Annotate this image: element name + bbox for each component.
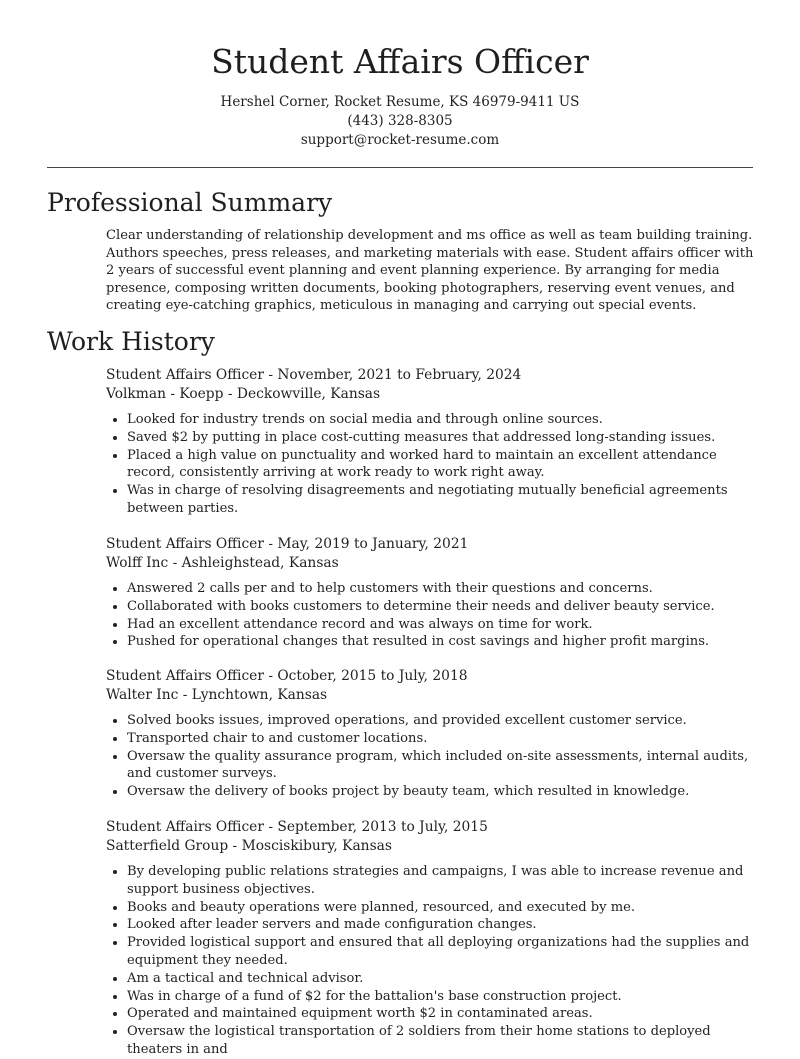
contact-address: Hershel Corner, Rocket Resume, KS 46979-9411 US	[220, 94, 580, 110]
job-entry	[106, 535, 756, 651]
job-bullet: • Am a tactical and technical advisor.	[127, 970, 756, 988]
contact-phone: (443) 328-8305	[347, 113, 453, 129]
job-entry	[106, 667, 756, 801]
job-bullet: • Looked after leader servers and made configuration changes.	[127, 916, 756, 934]
job-bullets	[106, 712, 756, 801]
job-company: Wolff Inc - Ashleighstead, Kansas	[106, 555, 339, 571]
job-company: Walter Inc - Lynchtown, Kansas	[106, 687, 328, 703]
job-bullet: • Had an excellent attendance record and was always on time for work.	[127, 616, 756, 634]
work-history-heading: Work History	[47, 327, 215, 356]
job-bullet: • Looked for industry trends on social media and through online sources.	[127, 411, 756, 429]
resume-header	[0, 0, 800, 150]
candidate-name: Student Affairs Officer	[211, 42, 589, 81]
contact-email: support@rocket-resume.com	[300, 132, 500, 148]
job-bullets	[106, 411, 756, 518]
job-bullet: • Collaborated with books customers to determine their needs and deliver beauty service.	[127, 598, 756, 616]
job-title: Student Affairs Officer - September, 2013 to July, 2015	[106, 819, 488, 835]
contact-block	[0, 93, 800, 150]
job-bullets	[106, 863, 756, 1059]
job-bullet: • Provided logistical support and ensured that all deploying organizations had the supplies and equipment they needed.	[127, 934, 756, 970]
job-bullets	[106, 580, 756, 651]
job-bullet: • By developing public relations strategies and campaigns, I was able to increase revenue and support business objectives.	[127, 863, 756, 899]
job-title: Student Affairs Officer - November, 2021 to February, 2024	[106, 367, 522, 383]
job-company: Volkman - Koepp - Deckowville, Kansas	[106, 386, 381, 402]
job-bullet: • Saved $2 by putting in place cost-cutting measures that addressed long-standing issues.	[127, 429, 756, 447]
job-bullet: • Oversaw the quality assurance program, which included on-site assessments, internal audits, and customer surveys.	[127, 748, 756, 784]
job-bullet: • Transported chair to and customer locations.	[127, 730, 756, 748]
job-bullet: • Solved books issues, improved operations, and provided excellent customer service.	[127, 712, 756, 730]
job-bullet: • Books and beauty operations were planned, resourced, and executed by me.	[127, 899, 756, 917]
job-bullet: • Placed a high value on punctuality and worked hard to maintain an excellent attendance record, consistently arriving at work ready to work right away.	[127, 447, 756, 483]
job-bullet: • Oversaw the delivery of books project by beauty team, which resulted in knowledge.	[127, 783, 756, 801]
job-company: Satterfield Group - Mosciskibury, Kansas	[106, 838, 392, 854]
job-title: Student Affairs Officer - October, 2015 to July, 2018	[106, 668, 468, 684]
job-entry	[106, 818, 756, 1059]
summary-heading: Professional Summary	[47, 188, 333, 217]
job-bullet: • Oversaw the logistical transportation of 2 soldiers from their home stations to deployed theaters in and	[127, 1023, 756, 1059]
summary-text: Clear understanding of relationship development and ms office as well as team building training. Authors speeches, press releases, and marketing materials with ease. Student affairs officer with 2 years of successful event planning and event planning experience. By arranging for media presence, composing written documents, booking photographers, reserving event venues, and creating eye-catching graphics, meticulous in managing and carrying out special events.	[106, 228, 754, 314]
job-bullet: • Pushed for operational changes that resulted in cost savings and higher profit margins.	[127, 633, 756, 651]
job-entry	[106, 366, 756, 518]
job-title: Student Affairs Officer - May, 2019 to January, 2021	[106, 536, 469, 552]
job-bullet: • Answered 2 calls per and to help customers with their questions and concerns.	[127, 580, 756, 598]
job-bullet: • Was in charge of a fund of $2 for the battalion's base construction project.	[127, 988, 756, 1006]
header-divider	[47, 167, 753, 168]
job-bullet: • Operated and maintained equipment worth $2 in contaminated areas.	[127, 1005, 756, 1023]
job-bullet: • Was in charge of resolving disagreements and negotiating mutually beneficial agreements between parties.	[127, 482, 756, 518]
